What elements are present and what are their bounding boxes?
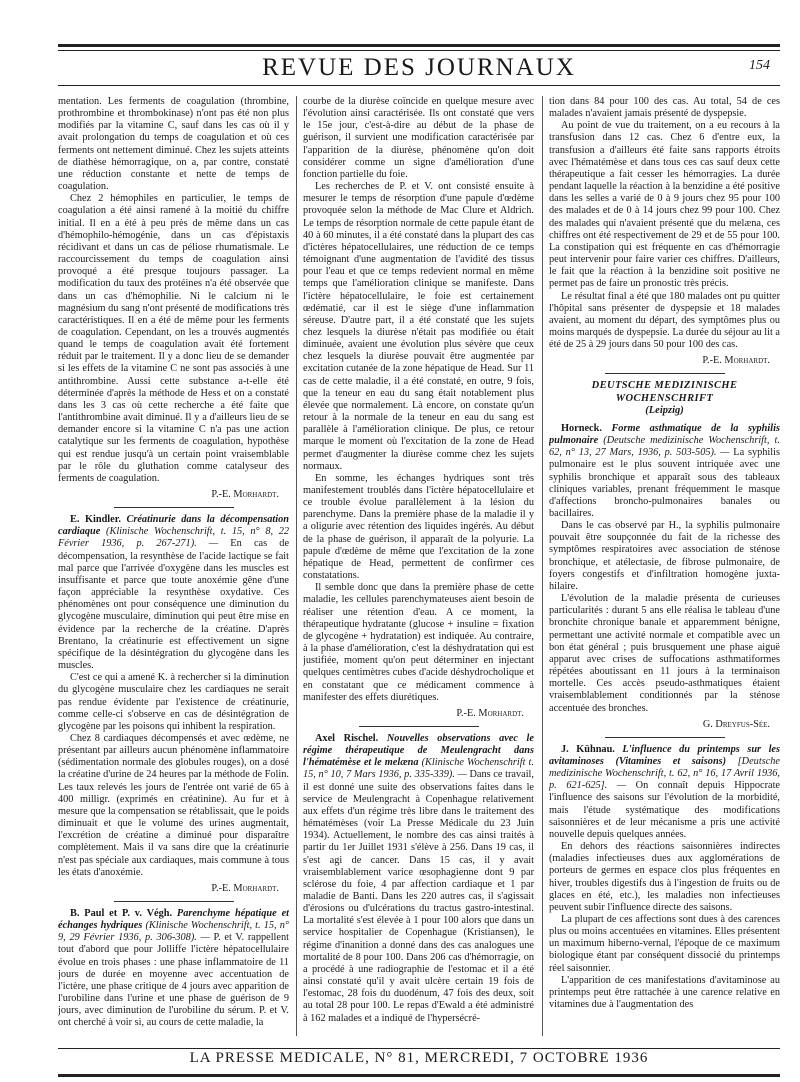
article-separator	[605, 737, 725, 738]
page-number: 154	[749, 58, 770, 73]
journal-heading: DEUTSCHE MEDIZINISCHE WOCHENSCHRIFT	[591, 380, 738, 404]
article-title: Forme asthmatique de la syphilis pulmonaire	[549, 422, 780, 447]
paragraph: Dans ce travail, il est donné une suite des observations faites dans le service de Meulengracht à Copenhague relativement aux effets d'un régime très libre dans le traitement des hématémèses (voir La Presse Médicale du 23 Juin 1934). Actuellement, le nombre des cas ainsi traités à partir du 1er Juillet 1931 s'élève à 256. Dans 19 cas, il s'est agi de cancer. Dans 15 cas, il y avait vraisemblablement varice œsophagienne dont 9 par sclérose du foie, 4 par affection cardiaque et 1 par maladie de Banti. Dans les 220 autres cas, il s'agissait d'érosions ou d'ulcérations du tractus gastro-intestinal. La mortalité s'est élevée à 1 pour 100 alors que dans un service hospitalier de Copenhague (Kristiansen), le régime d'inanition a donné dans des cas analogues une mortalité de 8 pour 100. Dans 206 cas d'hémorragie, on a procédé à une radiographie de l'estomac et il a été ainsi constaté qu'il y avait ulcère certain 19 fois de l'estomac, 28 fois du duodénum, 47 fois des deux, soit au total 28 pour 100. Le repas d'Ewald a été administré à 162 malades et a indiqué de l'hypersécré-	[303, 769, 534, 1024]
signature: P.-E. Morhardt.	[211, 882, 279, 894]
article-title: L'influence du printemps sur les avitaminoses (Vitamines et saisons)	[549, 743, 780, 767]
article-title: Nouvelles observations avec le régime thérapeutique de Meulengracht dans l'hématémèse et le melæna	[303, 732, 534, 769]
paragraph: On connaît depuis Hippocrate l'influence des saisons sur l'évolution de la morbidité, mais l'étude systématique des modifications saisonnières et de leur mécanisme a pris une activité nouvelle depuis quelques années.	[549, 780, 780, 840]
footer-rule	[58, 1048, 780, 1049]
column-divider	[542, 96, 543, 1036]
article-heading	[549, 744, 780, 841]
page-title: REVUE DES JOURNAUX	[262, 54, 576, 81]
author: B. Paul et P. v. Végh.	[70, 908, 173, 919]
paragraph: Chez 2 hémophiles en particulier, le temps de coagulation a été ainsi ramené à la moitié du chiffre initial. Il en a été à peu près de même dans un cas d'hémophilo-hémogénie, dans un cas d'épistaxis récidivant et dans un cas de péliose rhumatismale. Le raccourcissement du temps de coagulation ainsi provoqué a été presque toujours passager. La modification du taux des protéines n'a été observée que dans un cas d'hémophilie. Ni le calcium ni le magnésium du sang n'ont présenté de modifications très caractéristiques. Il en a été de même pour les ferments de coagulation. Cependant, on les a trouvés augmentés quand le temps de coagulation avait été fortement réduit par le traitement. Il y a donc lieu de se demander si les effets de la vitamine C ne sont pas associés à une antithrombine. Aussi cette substance a-t-elle été déterminée d'après la méthode de Hess et on a constaté dans les 3 cas où cette recherche a été faite que l'antithrombine avait diminué. Il y a d'ailleurs lieu de se demander encore si la vitamine C n'a pas une action catalytique sur les ferments de coagulation, hypothèse qui est rendue jusqu'à un certain point vraisemblable par le rôle du gluthation comme catalyseur des ferments de coagulation.	[58, 193, 289, 484]
page-footer: LA PRESSE MEDICALE, N° 81, MERCREDI, 7 OCTOBRE 1936	[189, 1050, 649, 1066]
article-separator	[114, 507, 234, 508]
paragraph: Les recherches de P. et V. ont consisté ensuite à mesurer le temps de résorption d'une papule d'œdème provoquée selon la méthode de Mac Clure et Aldrich. Le temps de résorption normale de cette papule étant de 40 à 60 minutes, il a été constaté dans la plupart des cas d'ictères hépatocellulaires, une réduction de ce temps témoignant d'une augmentation de l'avidité des tissus pour l'eau et que ce temps redevient normal en même temps que l'amélioration clinique se manifeste. Dans l'ictère hépatocellulaire, le foie est certainement œdématié, car il est le siège d'une inflammation séreuse. D'autre part, il a été constaté que les sujets chez lesquels la diurèse n'était pas modifiée ou était diminuée, avaient une évolution plus sévère que ceux chez lesquels la diurèse pouvait être augmentée par excitation cutanée de la zone hépatique de Head. Sur 11 cas de cette maladie, il a été constaté, en outre, 9 fois, que la teneur en eau du sang était notablement plus élevée que normalement. Là encore, on constate qu'un retour à la normale de la teneur en eau du sang est parallèle à l'amélioration clinique. De plus, ce retour marque le moment où l'excitation de la zone de Head permet d'augmenter la diurèse comme chez les sujets normaux.	[303, 181, 534, 472]
paragraph: La syphilis pulmonaire est le plus souvent intriquée avec une syphilis bronchique et apparaît sous des tableaux cliniques variables, prenant fréquemment le masque d'affections broncho-pulmonaires banales ou bacillaires.	[549, 447, 780, 519]
article-columns	[58, 96, 780, 1044]
paragraph: tion dans 84 pour 100 des cas. Au total, 54 de ces malades n'avaient jamais présenté de dyspepsie.	[549, 96, 780, 120]
top-thin-rule	[58, 50, 780, 51]
article-heading	[58, 514, 289, 672]
signature: P.-E. Morhardt.	[211, 489, 279, 500]
article-heading	[549, 423, 780, 520]
paragraph: Dans le cas observé par H., la syphilis pulmonaire pouvait être soupçonnée du fait de la richesse des symptômes respiratoires avec association de sténose bronchique, et atélectasie, de fibrose pulmonaire, de foyers congestifs et d'infiltration homogène juxta-hilaire.	[549, 520, 780, 592]
column-2	[303, 96, 534, 1044]
signature: P.-E. Morhardt.	[456, 707, 524, 719]
column-divider	[296, 96, 297, 1036]
paragraph: En dehors des réactions saisonnières indirectes (maladies infectieuses dues aux agglomérations de porteurs de germes en espace clos plus fréquentes en hiver, troubles digestifs dus à l'ingestion de fruits ou de glaces en été, etc.), les maladies non infectieuses peuvent subir l'influence directe des saisons.	[549, 841, 780, 913]
author: J. Kühnau.	[561, 743, 615, 755]
footer-double-rule	[58, 1074, 780, 1077]
journal-reference: (Klinische Wochenschrift, t. 15, n° 8, 22 Février 1936, p. 267-271). —	[58, 526, 289, 550]
paragraph: La plupart de ces affections sont dues à des carences plus ou moins accentuées en vitamines. Elles présentent un maximum hiberno-vernal, l'époque de ce maximum biologique étant par conséquent dissocié du printemps réel saisonnier.	[549, 914, 780, 974]
paragraph: L'évolution de la maladie présenta de curieuses particularités : durant 5 ans elle réalisa le tableau d'une bronchite chronique banale et apparemment bénigne, permettant une activité normale et compatible avec un bon état général ; puis brusquement une phase aiguë apparut avec crises de suffocations asthmatiformes répétées aboutissant en 11 jours à la terminaison mortelle. Ces accès pseudo-asthmatiques étaient vraisemblablement conditionnés par la sténose accentuée des bronches.	[549, 593, 780, 714]
paragraph: L'apparition de ces manifestations d'avitaminose au printemps peut être rattachée à une carence relative en vitamines due à l'augmentation des	[549, 974, 780, 1011]
article-separator	[114, 901, 234, 902]
paragraph: mentation. Les ferments de coagulation (thrombine, prothrombine et thrombokinase) n'ont pas été non plus modifiés par la vitamine C, sauf dans les cas où il y avait prolongation du temps de coagulation et où ces ferments ont nettement diminué. Chez les sujets atteints de diathèse hémorragique, on a, par contre, constaté une réduction constante et nette de temps de coagulation.	[58, 96, 289, 193]
top-double-rule	[58, 44, 780, 47]
signature: G. Dreyfus-Sée.	[702, 718, 770, 730]
column-3	[549, 96, 780, 1044]
journal-reference: (Klinische Wochenschrift, t. 15, n° 9, 29 Février 1936, p. 306-308). —	[58, 920, 289, 944]
paragraph: En cas de décompensation, la resynthèse de l'acide lactique se fait mal parce que l'arrivée d'oxygène dans les muscles est insuffisante et parce que toute anoxémie gêne d'une façon appréciable la resynthèse oxydative. Ces phénomènes ont pour conséquence une diminution du glycogène musculaire, diminution qui peut être mise en évidence par la recherche de la créatine. D'après Brentano, la créatinurie est effectivement un signe spécifique de la désintégration du glycogène dans les muscles.	[58, 538, 289, 672]
paragraph: C'est ce qui a amené K. à rechercher si la diminution du glycogène musculaire chez les cardiaques ne serait pas rendue évidente par l'existence de créatinurie, comme celle-ci s'observe en cas de désintégration de glycogène par les poisons qui inhibent la respiration.	[58, 672, 289, 732]
journal-reference: (Deutsche medizinische Wochenschrift, t. 62, n° 13, 27 Mars, 1936, p. 503-505). —	[549, 435, 780, 459]
column-1	[58, 96, 289, 1044]
journal-city: (Leipzig)	[645, 404, 684, 416]
paragraph: Chez 8 cardiaques décompensés et avec œdème, ne présentant par ailleurs aucun phénomène inflammatoire (sédimentation normale des globules rouges), on a dosé la créatine d'urine de 24 heures par la méthode de Folin. Les taux relevés les jours de l'entrée ont varié de 65 à 400 milligr. (exprimés en créatinine). Au fur et à mesure que la compensation se rétablissait, que le poids diminuait et que le volume des urines augmentait, l'excrétion de créatine a diminué pour disparaître complètement. Mais il va sans dire que la créatinurie n'est pas spéciale aux cardiaques, mais commune à tous les états d'anoxémie.	[58, 732, 289, 878]
paragraph: Le résultat final a été que 180 malades ont pu quitter l'hôpital sans présenter de dyspepsie et 18 malades avaient, au moment du départ, des symptômes plus ou moins marqués de dyspepsie. La durée du séjour au lit a été de 25 à 29 jours dans 50 pour 100 des cas.	[549, 290, 780, 351]
author: E. Kindler.	[70, 514, 121, 526]
author: Axel Rischel.	[315, 732, 379, 744]
journal-reference: (Klinische Wochenschrift t. 15, n° 10, 7 Mars 1936, p. 335-339). —	[303, 757, 534, 781]
author: Horneck.	[561, 422, 602, 434]
article-separator	[359, 726, 479, 727]
paragraph: Au point de vue du traitement, on a eu recours à la transfusion dans 12 cas. Chez 6 d'entre eux, la transfusion a d'ailleurs été faite sans rapports étroits avec l'hématémèse et dans tous ces cas sauf deux cette thérapeutique a fait cesser les hémorragies. La durée pendant laquelle la réaction à la benzidine a été positive dans les selles a varié de 0 à 9 jours chez 95 pour 100 des malades et de 0 à 14 jours chez 99 pour 100. Chez des malades qui n'avaient présenté que du melæna, ces chiffres ont été respectivement de 29 et de 55 pour 100. La constipation qui est fréquente en cas d'hémorragie peut intervenir pour faire varier ces chiffres. D'ailleurs, le fait que la réaction à la benzidine soit positive ne permet pas de faire un pronostic très précis.	[549, 120, 780, 290]
paragraph: Il semble donc que dans la première phase de cette maladie, les cellules parenchymateuses aient besoin de réaliser une rétention d'eau. A ce moment, la thérapeutique hydratante (glucose + insuline = fixation de glycogène + hydratation) est indiquée. Au contraire, à la phase d'amélioration, c'est la déshydratation qui est justifiée, moment qu'on peut déterminer en injectant quelques centimètres cubes d'acide déshydrocholique et en constatant que ce médicament commence à manifester des effets diurétiques.	[303, 582, 534, 703]
article-heading	[58, 908, 289, 1030]
article-title: Parenchyme hépatique et échanges hydriques	[58, 908, 289, 932]
article-separator	[605, 373, 725, 374]
paragraph: courbe de la diurèse coïncide en quelque mesure avec l'évolution ainsi caractérisée. Ils ont constaté que vers le 15e jour, c'est-à-dire au début de la phase de guérison, il survient une modification caractérisée par l'apparition de la diurèse, phénomène qu'on doit considérer comme un signe d'amélioration d'une fonction partielle du foie.	[303, 96, 534, 180]
page-header	[58, 52, 780, 86]
paragraph: En somme, les échanges hydriques sont très manifestement troublés dans l'ictère hépatocellulaire et ce trouble évolue parallèlement à la lésion du parenchyme. Dans la première phase de la maladie il y a oligurie avec rétention des liquides ingérés. Au début de la phase de guérison, il apparaît de la polyurie. La papule d'œdème de même que l'excitation de la zone hépatique de Head, permettent de confirmer ces constatations.	[303, 472, 534, 582]
paragraph: P. et V. rappellent tout d'abord que pour Jolliffe l'ictère hépatocellulaire évolue en trois phases : une phase inflammatoire de 11 jours de durée en moyenne avec accentuation de l'ictère, une phase critique de 4 jours avec apparition de l'urobiline dans l'urine et une phase de guérison de 9 jours, avec diminution de l'urobiline du sérum. P. et V. ont cherché à voir si, au cours de cette maladie, la	[58, 932, 289, 1029]
journal-reference: [Deutsche medizinische Wochenschrift, t. 62, n° 16, 17 Avril 1936, p. 621-625]. —	[549, 755, 780, 792]
article-heading	[303, 733, 534, 1025]
header-rule	[58, 85, 780, 86]
article-title: Créatinurie dans la décompensation cardiaque	[58, 514, 289, 538]
signature: P.-E. Morhardt.	[702, 355, 770, 367]
